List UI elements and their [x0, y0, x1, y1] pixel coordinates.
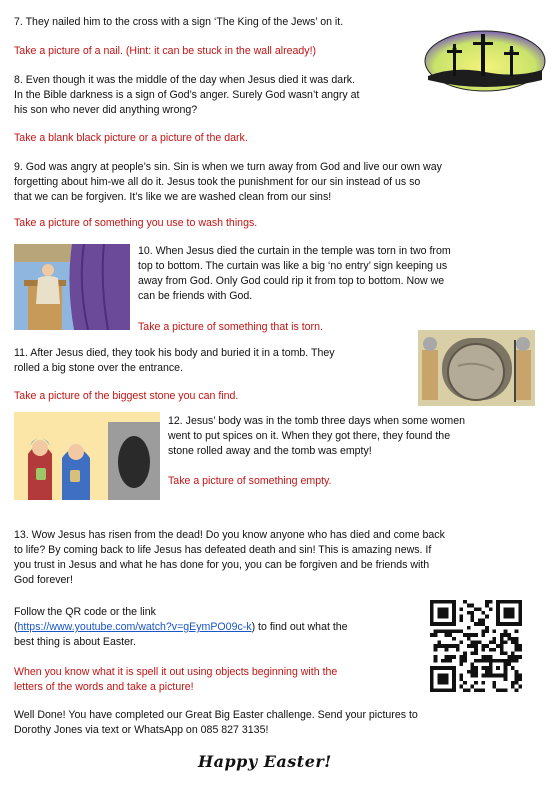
qr-task-line: When you know what it is spell it out using objects beginning with the: [14, 666, 338, 678]
item-9-line: that we can be forgiven. It’s like we are washed clean from our sins!: [14, 191, 332, 203]
temple-curtain-icon: [14, 244, 130, 330]
item-9-line: forgetting about him-we all do it. Jesus took the punishment for our sin instead of us so: [14, 176, 421, 188]
qr-code-icon[interactable]: [430, 600, 522, 692]
item-10-task: Take a picture of something that is torn.: [138, 321, 323, 333]
item-8-line: In the Bible darkness is a sign of God’s anger. Surely God wasn’t angry at: [14, 89, 360, 101]
item-11-line: rolled a big stone over the entrance.: [14, 362, 184, 374]
item-9-text: [14, 160, 442, 205]
item-13-line: you trust in Jesus and what he has done for you, you can be forgiven and be friends with: [14, 559, 430, 571]
item-13-text: [14, 528, 445, 588]
item-10-line: away from God. Only God could rip it from top to bottom. Now we: [138, 275, 445, 287]
happy-easter-signoff: Happy Easter!: [198, 752, 332, 771]
qr-line-3: best thing is about Easter.: [14, 636, 136, 648]
item-10-line: top to bottom. The curtain was like a big ‘no entry’ sign keeping us: [138, 260, 448, 272]
women-at-tomb-icon: [14, 412, 160, 500]
item-13-line: God forever!: [14, 574, 73, 586]
item-11-task: Take a picture of the biggest stone you can find.: [14, 390, 239, 402]
item-12-line: went to put spices on it. When they got there, they found the: [168, 430, 451, 442]
item-11-text: [14, 346, 335, 376]
youtube-link[interactable]: https://www.youtube.com/watch?v=gEymPO09c-k: [17, 621, 252, 633]
item-12-line: 12. Jesus’ body was in the tomb three days when some women: [168, 415, 465, 427]
qr-line-2-rest: ) to find out what the: [251, 621, 348, 633]
item-10-text: [138, 244, 451, 304]
crosses-icon: [424, 30, 546, 92]
item-9-task: Take a picture of something you use to wash things.: [14, 217, 258, 229]
item-8-line: his son who never did anything wrong?: [14, 104, 198, 116]
item-8-task: Take a blank black picture or a picture of the dark.: [14, 132, 248, 144]
item-13-line: to life? By coming back to life Jesus has defeated death and sin! This is amazing news. If: [14, 544, 432, 556]
closing-text: [14, 708, 418, 738]
item-11-line: 11. After Jesus died, they took his body and buried it in a tomb. They: [14, 347, 335, 359]
closing-line: Dorothy Jones via text or WhatsApp on 085 827 3135!: [14, 724, 269, 736]
qr-line-2: [14, 620, 348, 635]
item-7-text: 7. They nailed him to the cross with a sign ‘The King of the Jews’ on it.: [14, 16, 344, 28]
qr-task-line: letters of the words and take a picture!: [14, 681, 194, 693]
item-13-line: 13. Wow Jesus has risen from the dead! Do you know anyone who has died and come back: [14, 529, 445, 541]
item-9-line: 9. God was angry at people’s sin. Sin is when we turn away from God and live our own way: [14, 161, 442, 173]
item-8-text: [14, 73, 359, 118]
item-12-line: stone rolled away and the tomb was empty!: [168, 445, 372, 457]
item-10-line: 10. When Jesus died the curtain in the temple was torn in two from: [138, 245, 451, 257]
qr-line-1: Follow the QR code or the link: [14, 606, 156, 618]
paren-open: (: [14, 621, 18, 633]
tomb-stone-icon: [418, 330, 535, 406]
item-10-line: can be friends with God.: [138, 290, 253, 302]
item-7-task: Take a picture of a nail. (Hint: it can be stuck in the wall already!): [14, 45, 317, 57]
qr-instructions: [14, 605, 348, 650]
closing-line: Well Done! You have completed our Great Big Easter challenge. Send your pictures to: [14, 709, 418, 721]
item-12-task: Take a picture of something empty.: [168, 475, 332, 487]
qr-task: [14, 665, 337, 695]
item-8-line: 8. Even though it was the middle of the day when Jesus died it was dark.: [14, 74, 355, 86]
item-12-text: [168, 414, 465, 459]
